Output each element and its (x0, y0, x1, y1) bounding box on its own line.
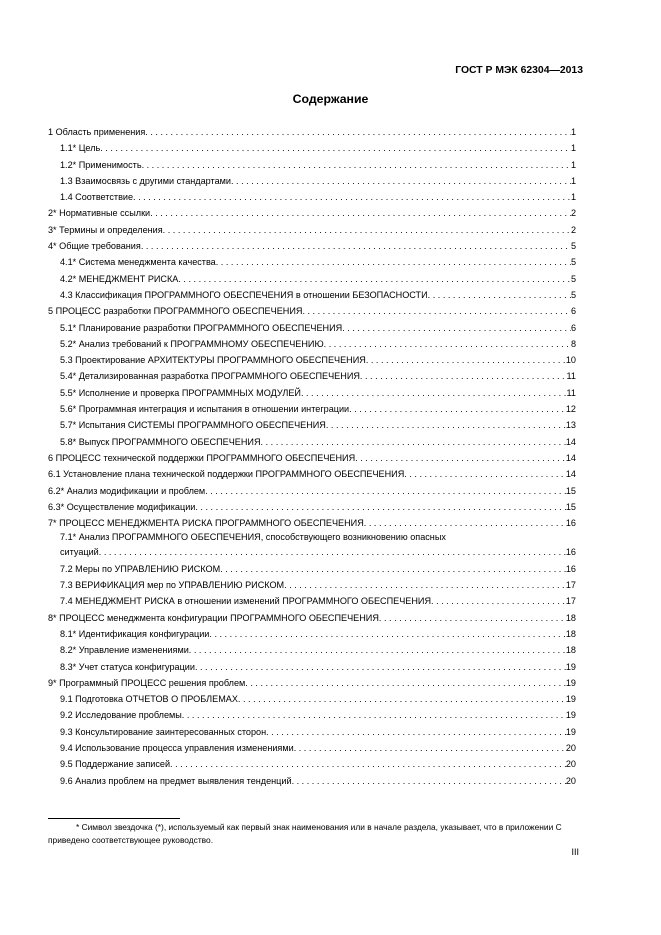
toc-entry-page: 5 (570, 289, 576, 300)
toc-entry-label: 4.3 Классификация ПРОГРАММНОГО ОБЕСПЕЧЕНИЯ в отношении БЕЗОПАСНОСТИ (60, 289, 428, 300)
toc-entry[interactable] (48, 271, 576, 287)
toc-entry[interactable] (48, 531, 576, 544)
toc-leader-dots (195, 659, 566, 675)
toc-entry[interactable] (48, 450, 576, 466)
footnote: * Символ звездочка (*), используемый как первый знак наименования или в начале раздела, указывает, что в приложении С приведено соответствующее руководство. (48, 822, 562, 845)
toc-entry[interactable] (48, 659, 576, 675)
toc-entry-page: 11 (566, 387, 576, 398)
toc-entry-label: 7.4 МЕНЕДЖМЕНТ РИСКА в отношении изменений ПРОГРАММНОГО ОБЕСПЕЧЕНИЯ (60, 596, 432, 607)
toc-entry-page: 1 (570, 127, 576, 137)
toc-leader-dots (301, 385, 567, 401)
toc-leader-dots (133, 189, 571, 205)
toc-entry[interactable] (48, 254, 576, 270)
toc-entry-page: 19 (565, 694, 576, 705)
toc-leader-dots (142, 157, 571, 173)
toc-entry-label: 6.1 Установление плана технической поддержки ПРОГРАММНОГО ОБЕСПЕЧЕНИЯ (48, 469, 405, 480)
toc-leader-dots (266, 724, 566, 740)
toc-leader-dots (284, 577, 566, 593)
toc-entry-label: 5 ПРОЦЕСС разработки ПРОГРАММНОГО ОБЕСПЕЧЕНИЯ (48, 306, 303, 317)
toc-entry[interactable] (48, 222, 576, 238)
toc-entry-continuation[interactable] (48, 544, 576, 560)
toc-entry[interactable] (48, 707, 576, 723)
toc-leader-dots (141, 238, 571, 254)
toc-leader-dots (170, 756, 566, 772)
toc-entry-page: 17 (565, 580, 576, 591)
toc-entry-page: 19 (565, 661, 576, 672)
toc-entry[interactable] (48, 675, 576, 691)
toc-entry-page: 14 (565, 469, 576, 480)
toc-entry-page: 19 (565, 726, 576, 737)
toc-entry[interactable] (48, 189, 576, 205)
toc-entry-label: 5.6* Программная интеграция и испытания в отношении интеграции (60, 404, 350, 415)
toc-leader-dots (404, 466, 566, 482)
toc-entry[interactable] (48, 401, 576, 417)
toc-entry-page: 14 (565, 452, 576, 463)
toc-entry-label: 5.5* Исполнение и проверка ПРОГРАММНЫХ МОДУЛЕЙ (60, 387, 301, 398)
toc-entry[interactable] (48, 756, 576, 772)
toc-entry-page: 5 (570, 273, 576, 284)
toc-entry[interactable] (48, 320, 576, 336)
toc-entry-page: 15 (565, 501, 576, 512)
toc-leader-dots (209, 626, 565, 642)
toc-entry-page: 2 (570, 208, 576, 219)
toc-entry-label: 3* Термины и определения (48, 224, 163, 235)
toc-entry-label: 1.1* Цель (60, 143, 101, 154)
toc-entry[interactable] (48, 287, 576, 303)
toc-leader-dots (205, 483, 566, 499)
toc-entry-label: 1.4 Соответствие (60, 192, 134, 203)
toc-entry-label: 8.3* Учет статуса конфигурации (60, 661, 195, 672)
toc-entry-label: 9.3 Консультирование заинтересованных сторон (60, 726, 267, 737)
toc-entry-page: 18 (565, 645, 576, 656)
toc-leader-dots (216, 254, 571, 270)
toc-entry-label: 9.2 Исследование проблемы (60, 710, 182, 721)
toc-entry-label: 1 Область применения (48, 127, 146, 137)
toc-entry[interactable] (48, 434, 576, 450)
toc-leader-dots (379, 610, 566, 626)
toc-entry-page: 1 (570, 159, 576, 170)
toc-entry-label: 9.6 Анализ проблем на предмет выявления тенденций (60, 775, 292, 786)
toc-leader-dots (99, 544, 566, 560)
toc-entry-page: 1 (570, 192, 576, 203)
toc-entry[interactable] (48, 173, 576, 189)
toc-entry-label: 5.7* Испытания СИСТЕМЫ ПРОГРАММНОГО ОБЕСПЕЧЕНИЯ (60, 420, 326, 431)
toc-leader-dots (342, 320, 571, 336)
toc-leader-dots (326, 417, 566, 433)
toc-leader-dots (220, 561, 566, 577)
toc-leader-dots (150, 205, 571, 221)
toc-entry-label: 7.3 ВЕРИФИКАЦИЯ мер по УПРАВЛЕНИЮ РИСКОМ (60, 580, 285, 591)
toc-leader-dots (302, 303, 571, 319)
toc-entry-label: 5.1* Планирование разработки ПРОГРАММНОГО ОБЕСПЕЧЕНИЯ (60, 322, 343, 333)
toc-entry-label: 7.2 Меры по УПРАВЛЕНИЮ РИСКОМ (60, 563, 221, 574)
toc-entry[interactable] (48, 593, 576, 609)
toc-entry[interactable] (48, 626, 576, 642)
toc-entry-page: 16 (565, 563, 576, 574)
toc-leader-dots (428, 287, 571, 303)
toc-entry-page: 6 (570, 306, 576, 317)
toc-entry-label: 2* Нормативные ссылки (48, 208, 151, 219)
toc-entry-label: 8.1* Идентификация конфигурации (60, 628, 210, 639)
toc-entry[interactable] (48, 642, 576, 658)
document-id-header: ГОСТ Р МЭК 62304—2013 (455, 65, 583, 76)
toc-entry[interactable] (48, 740, 576, 756)
toc-leader-dots (245, 675, 566, 691)
table-of-contents (48, 124, 576, 789)
toc-entry-label: 5.3 Проектирование АРХИТЕКТУРЫ ПРОГРАММНОГО ОБЕСПЕЧЕНИЯ (60, 355, 366, 366)
toc-entry-label: 7* ПРОЦЕСС МЕНЕДЖМЕНТА РИСКА ПРОГРАММНОГО ОБЕСПЕЧЕНИЯ (48, 518, 364, 529)
toc-entry[interactable] (48, 336, 576, 352)
toc-entry[interactable] (48, 773, 576, 789)
toc-entry-page: 20 (565, 775, 576, 786)
toc-leader-dots (261, 434, 566, 450)
toc-entry-label: 5.4* Детализированная разработка ПРОГРАММНОГО ОБЕСПЕЧЕНИЯ (60, 371, 360, 382)
page-title: Содержание (292, 92, 369, 106)
toc-entry-page: 19 (565, 710, 576, 721)
toc-entry[interactable] (48, 303, 576, 319)
toc-leader-dots (355, 450, 566, 466)
toc-entry[interactable] (48, 691, 576, 707)
toc-entry-page: 5 (570, 257, 576, 268)
toc-leader-dots (431, 593, 566, 609)
toc-entry[interactable] (48, 483, 576, 499)
toc-leader-dots (360, 368, 567, 384)
toc-entry-label: 6.2* Анализ модификации и проблем (48, 485, 206, 496)
toc-entry-label: 8.2* Управление изменениями (60, 645, 189, 656)
toc-entry-page: 15 (565, 485, 576, 496)
toc-entry[interactable] (48, 124, 576, 140)
toc-entry-label: 1.2* Применимость (60, 159, 142, 170)
toc-entry-label: 4.1* Система менеджмента качества (60, 257, 216, 268)
footnote-divider (48, 818, 180, 819)
toc-entry[interactable] (48, 610, 576, 626)
toc-entry-page: 19 (565, 677, 576, 688)
toc-leader-dots (163, 222, 571, 238)
toc-entry-label: 6.3* Осуществление модификации (48, 501, 196, 512)
toc-entry[interactable] (48, 140, 576, 156)
toc-entry[interactable] (48, 385, 576, 401)
toc-leader-dots (195, 499, 566, 515)
toc-entry-page: 16 (565, 518, 576, 529)
toc-leader-dots (324, 336, 571, 352)
page-number: III (571, 847, 579, 857)
toc-entry-page: 18 (565, 628, 576, 639)
toc-leader-dots (231, 173, 571, 189)
toc-entry-page: 20 (565, 742, 576, 753)
toc-entry[interactable] (48, 466, 576, 482)
toc-entry-label: 4* Общие требования (48, 241, 141, 252)
toc-leader-dots (366, 352, 566, 368)
toc-entry[interactable] (48, 352, 576, 368)
toc-entry[interactable] (48, 205, 576, 221)
toc-entry-page: 16 (565, 547, 576, 558)
toc-entry-label: 4.2* МЕНЕДЖМЕНТ РИСКА (60, 273, 179, 284)
toc-entry-page: 2 (570, 224, 576, 235)
toc-leader-dots (292, 773, 566, 789)
toc-entry[interactable] (48, 515, 576, 531)
toc-entry-page: 10 (565, 355, 576, 366)
toc-entry-label: 9.4 Использование процесса управления изменениями (60, 742, 294, 753)
toc-entry-label: ситуаций (60, 547, 99, 558)
toc-entry[interactable] (48, 561, 576, 577)
toc-entry[interactable] (48, 724, 576, 740)
toc-entry-label: 1.3 Взаимосвязь с другими стандартами (60, 175, 231, 186)
toc-entry-page: 20 (565, 759, 576, 770)
toc-leader-dots (100, 140, 571, 156)
toc-leader-dots (182, 707, 566, 723)
toc-entry-label: 9.5 Поддержание записей (60, 759, 171, 770)
toc-leader-dots (178, 271, 571, 287)
toc-entry-label: 5.2* Анализ требований к ПРОГРАММНОМУ ОБЕСПЕЧЕНИЮ (60, 338, 324, 349)
toc-entry-page: 14 (565, 436, 576, 447)
toc-entry-page: 8 (570, 338, 576, 349)
toc-entry-label: 5.8* Выпуск ПРОГРАММНОГО ОБЕСПЕЧЕНИЯ (60, 436, 261, 447)
toc-entry-page: 1 (570, 143, 576, 154)
toc-entry-page: 11 (566, 371, 576, 382)
toc-leader-dots (349, 401, 566, 417)
toc-leader-dots (189, 642, 566, 658)
toc-entry[interactable] (48, 238, 576, 254)
toc-entry-page: 12 (565, 404, 576, 415)
toc-entry-page: 17 (565, 596, 576, 607)
toc-entry-page: 6 (570, 322, 576, 333)
toc-entry-label: 9.1 Подготовка ОТЧЕТОВ О ПРОБЛЕМАХ (60, 694, 238, 705)
toc-entry-page: 18 (565, 612, 576, 623)
toc-leader-dots (294, 740, 566, 756)
toc-entry-label: 8* ПРОЦЕСС менеджмента конфигурации ПРОГРАММНОГО ОБЕСПЕЧЕНИЯ (48, 612, 379, 623)
toc-entry-label: 7.1* Анализ ПРОГРАММНОГО ОБЕСПЕЧЕНИЯ, способствующего возникновению опасных (60, 532, 446, 543)
toc-entry-page: 5 (570, 241, 576, 252)
toc-entry[interactable] (48, 157, 576, 173)
toc-entry[interactable] (48, 417, 576, 433)
toc-leader-dots (238, 691, 566, 707)
toc-entry-label: 6 ПРОЦЕСС технической поддержки ПРОГРАММНОГО ОБЕСПЕЧЕНИЯ (48, 452, 356, 463)
toc-leader-dots (145, 124, 571, 140)
toc-leader-dots (364, 515, 566, 531)
toc-entry[interactable] (48, 368, 576, 384)
toc-entry-page: 13 (565, 420, 576, 431)
toc-entry[interactable] (48, 499, 576, 515)
toc-entry-label: 9* Программный ПРОЦЕСС решения проблем (48, 677, 246, 688)
toc-entry-page: 1 (570, 175, 576, 186)
toc-entry[interactable] (48, 577, 576, 593)
